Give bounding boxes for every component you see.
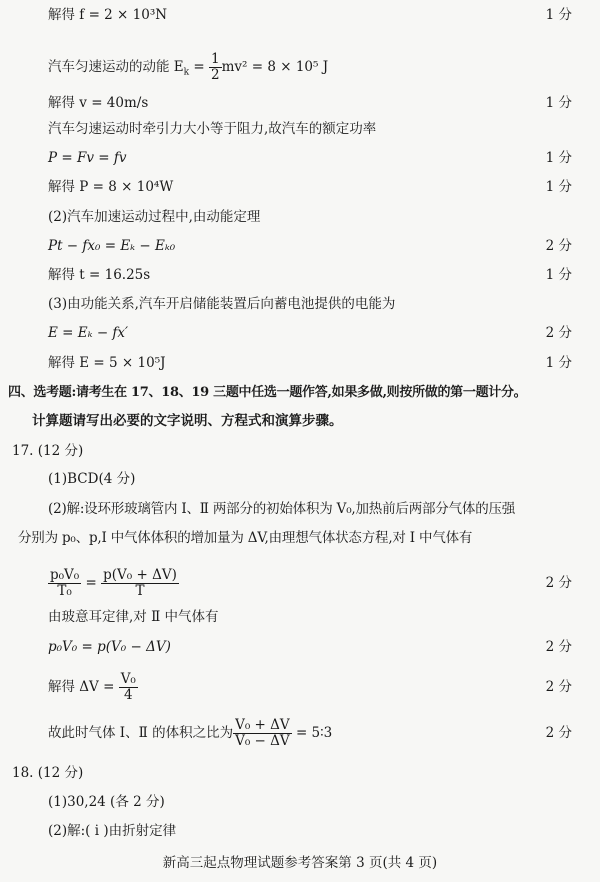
- answer-text: (1)BCD(4 分): [48, 471, 136, 487]
- answer-text: Pt − fx₀ = Eₖ − Eₖ₀: [48, 238, 176, 254]
- answer-text: (2)解:( ⅰ )由折射定律: [48, 823, 177, 839]
- answer-line: [0, 118, 600, 140]
- answer-line: [0, 322, 600, 344]
- score-mark: 2 分: [545, 325, 572, 341]
- score-mark: 2 分: [545, 679, 572, 695]
- fraction: $\frac{\text{p₀V₀}}{\text{T₀}}$: [50, 567, 80, 599]
- answer-line: [0, 51, 600, 83]
- score-mark: 1 分: [545, 150, 572, 166]
- answer-line: [0, 636, 600, 658]
- answer-line: [0, 176, 600, 198]
- answer-line: [0, 293, 600, 315]
- score-mark: 1 分: [545, 7, 572, 23]
- answer-text: 解得 t = 16.25s: [48, 267, 151, 283]
- fraction: $\frac{1}{2}$: [211, 51, 220, 83]
- score-mark: 2 分: [545, 575, 572, 591]
- score-mark: 1 分: [545, 179, 572, 195]
- answer-text: P = Fv = fv: [48, 150, 127, 166]
- score-mark: 1 分: [545, 267, 572, 283]
- question-label: 18. (12 分): [12, 765, 84, 781]
- answer-line: [0, 4, 600, 26]
- score-mark: 2 分: [545, 238, 572, 254]
- answer-text: 解得 P = 8 × 10⁴W: [48, 179, 174, 195]
- answer-text: (2)解:设环形玻璃管内 Ⅰ、Ⅱ 两部分的初始体积为 V₀,加热前后两部分气体的压强: [48, 501, 516, 517]
- answer-line: [0, 670, 600, 704]
- question-number: [0, 440, 600, 462]
- fraction: $\frac{\text{V₀}}{4}$: [120, 671, 136, 703]
- answer-text: 分别为 p₀、p,Ⅰ 中气体体积的增加量为 ΔV,由理想气体状态方程,对 Ⅰ 中气体有: [18, 530, 473, 546]
- answer-formula: 故此时气体 Ⅰ、Ⅱ 的体积之比为 $\frac{\text{V₀ + ΔV}}{\text{V₀ − ΔV}}$ = 5∶3: [48, 717, 333, 749]
- score-mark: 1 分: [545, 355, 572, 371]
- question-number: [0, 762, 600, 784]
- page-footer: 新高三起点物理试题参考答案第 3 页(共 4 页): [162, 855, 438, 871]
- section-heading: [0, 382, 600, 404]
- fraction: $\frac{\text{V₀ + ΔV}}{\text{V₀ − ΔV}}$: [235, 717, 290, 749]
- score-mark: 2 分: [545, 725, 572, 741]
- answer-text: 由玻意耳定律,对 Ⅱ 中气体有: [48, 609, 219, 625]
- section-title: 四、选考题:请考生在 17、18、19 三题中任选一题作答,如果多做,则按所做的第一题计分。: [8, 385, 527, 400]
- answer-line: [0, 206, 600, 228]
- answer-line: [0, 716, 600, 750]
- answer-line: [0, 235, 600, 257]
- question-label: 17. (12 分): [12, 443, 84, 459]
- answer-line: [0, 527, 600, 549]
- score-mark: 1 分: [545, 95, 572, 111]
- answer-formula: 汽车匀速运动的动能 $E_k$ = $\frac{1}{2}$ mv² = 8 × 10⁵ J: [48, 51, 329, 83]
- answer-line: [0, 92, 600, 114]
- answer-text: 解得 E = 5 × 10⁵J: [48, 355, 166, 371]
- answer-text: 解得 v = 40m/s: [48, 95, 149, 111]
- answer-line: [0, 498, 600, 520]
- answer-line: [0, 264, 600, 286]
- answer-line: [0, 820, 600, 842]
- answer-text: 解得 f = 2 × 10³N: [48, 7, 168, 23]
- score-mark: 2 分: [545, 639, 572, 655]
- fraction: $\frac{\text{p(V₀ + ΔV)}}{T}$: [103, 567, 177, 599]
- answer-formula: 解得 ΔV = $\frac{\text{V₀}}{4}$: [48, 671, 136, 703]
- answer-text: (3)由功能关系,汽车开启储能装置后向蓄电池提供的电能为: [48, 296, 396, 312]
- answer-line: [0, 468, 600, 490]
- answer-text: p₀V₀ = p(V₀ − ΔV): [48, 639, 171, 655]
- section-subtitle: 计算题请写出必要的文字说明、方程式和演算步骤。: [32, 413, 343, 429]
- answer-text: 汽车匀速运动时牵引力大小等于阻力,故汽车的额定功率: [48, 121, 377, 137]
- answer-formula: $\frac{\text{p₀V₀}}{\text{T₀}}$ = $\frac{\text{p(V₀ + ΔV)}}{T}$: [50, 567, 177, 599]
- answer-line: [0, 566, 600, 600]
- answer-line: [0, 606, 600, 628]
- answer-text: (2)汽车加速运动过程中,由动能定理: [48, 209, 261, 225]
- section-heading: [0, 410, 600, 432]
- answer-text: (1)30,24 (各 2 分): [48, 794, 165, 810]
- answer-line: [0, 147, 600, 169]
- answer-line: [0, 352, 600, 374]
- answer-line: [0, 791, 600, 813]
- answer-text: E = Eₖ − fx′: [48, 325, 129, 341]
